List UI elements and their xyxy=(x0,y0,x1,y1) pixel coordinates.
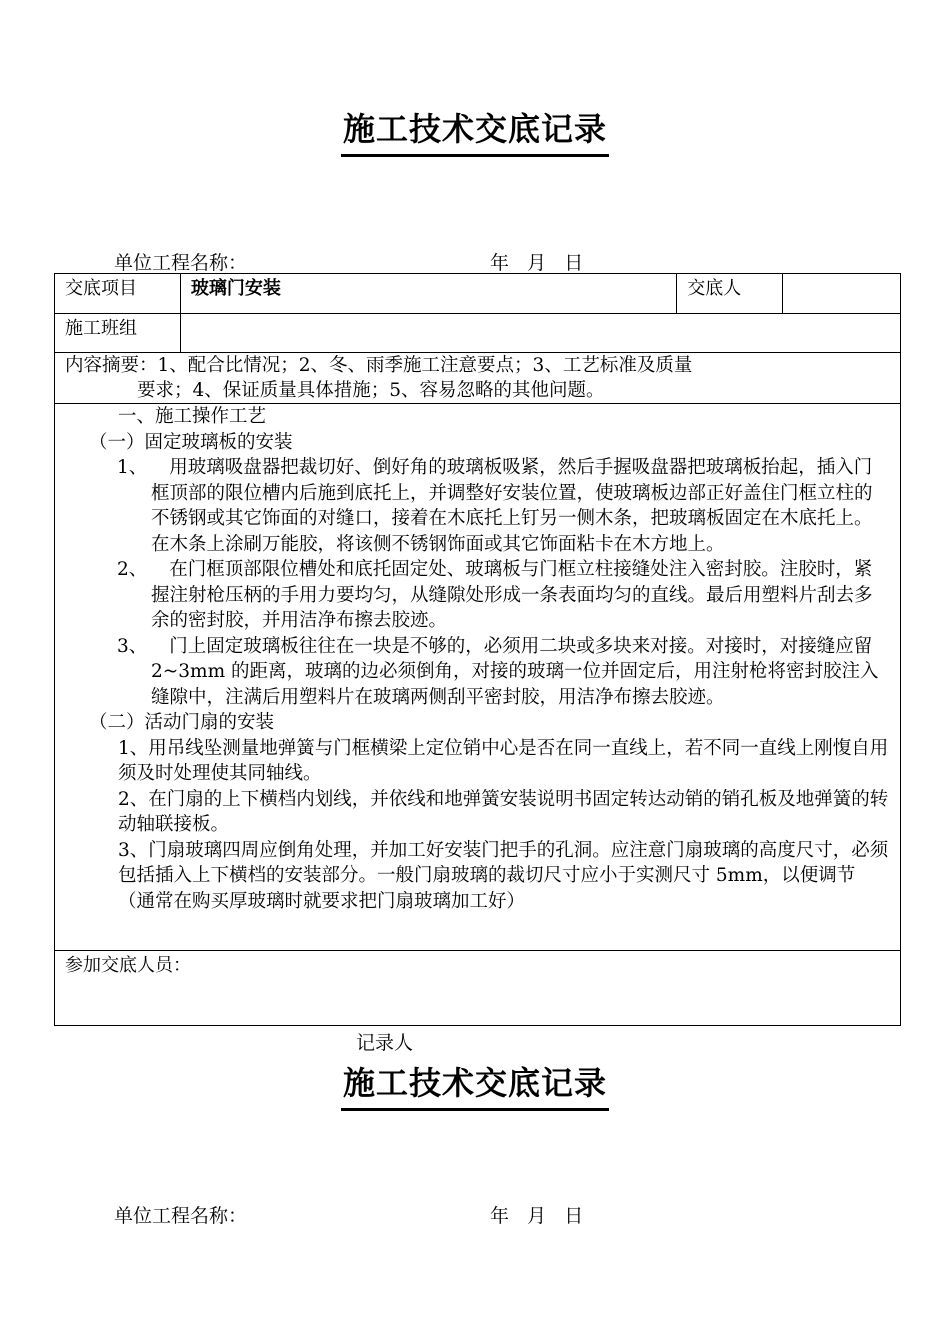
subsection-heading-1: （一）固定玻璃板的安装 xyxy=(89,431,293,453)
content-summary xyxy=(55,353,900,403)
summary-row xyxy=(55,353,901,404)
team-row xyxy=(55,314,901,353)
item-number: 1、 xyxy=(117,457,148,478)
list-item: 1、用吊线坠测量地弹簧与门框横梁上定位销中心是否在同一直线上，若不同一直线上刚愎自用须及时处理使其同轴线。 xyxy=(118,737,889,784)
disclosure-table xyxy=(54,273,901,1026)
participants-label: 参加交底人员： xyxy=(65,955,191,976)
item-number: 2、 xyxy=(117,559,148,580)
project-label: 交底项目 xyxy=(65,278,137,299)
project-row xyxy=(55,274,901,314)
section-heading: 一、施工操作工艺 xyxy=(118,406,267,427)
recorder-label: 记录人 xyxy=(356,1032,414,1054)
unit-name-label-page-2: 单位工程名称： xyxy=(114,1205,248,1227)
presenter-value xyxy=(783,274,900,278)
subsection-heading-2: （二）活动门扇的安装 xyxy=(89,712,275,733)
document-title-page-2: 施工技术交底记录 xyxy=(0,1058,950,1111)
project-value: 玻璃门安装 xyxy=(190,278,281,299)
list-item xyxy=(63,455,890,557)
date-label-page-2: 年 月 日 xyxy=(490,1205,584,1227)
item-number: 3、 xyxy=(117,635,148,657)
team-value xyxy=(181,314,900,318)
team-label: 施工班组 xyxy=(65,318,137,339)
list-item xyxy=(63,634,890,711)
date-label: 年 月 日 xyxy=(490,252,584,274)
list-item: 3、门扇玻璃四周应倒角处理，并加工好安装门把手的孔洞。应注意门扇玻璃的高度尺寸，必须包括插入上下横档的安装部分。一般门扇玻璃的裁切尺寸应小于实测尺寸 5mm，以便调节（通常在购买厚玻璃时就要求把门扇玻璃加工好） xyxy=(118,839,889,912)
construction-content xyxy=(55,404,900,914)
participants-row xyxy=(55,951,901,1026)
presenter-label: 交底人 xyxy=(687,278,742,299)
item-text: 在门框顶部限位槽处和底托固定处、玻璃板与门框立柱接缝处注入密封胶。注胶时，紧握注射枪压柄的手用力要均匀，从缝隙处形成一条表面均匀的直线。最后用塑料片刮去多余的密封胶，并用洁净布擦去胶迹。 xyxy=(151,559,873,631)
list-item xyxy=(63,557,890,634)
summary-line-1: 内容摘要：1、配合比情况；2、冬、雨季施工注意要点；3、工艺标准及质量 xyxy=(65,355,693,376)
item-text: 用玻璃吸盘器把裁切好、倒好角的玻璃板吸紧，然后手握吸盘器把玻璃板抬起，插入门框顶部的限位槽内后施到底托上，并调整好安装位置，使玻璃板边部正好盖住门框立柱的不锈钢或其它饰面的对缝口，接着在木底托上钉另一侧木条，把玻璃板固定在木底托上。在木条上涂刷万能胶，将该侧不锈钢饰面或其它饰面粘卡在木方地上。 xyxy=(151,457,873,555)
item-text: 门上固定玻璃板往往在一块是不够的，必须用二块或多块来对接。对接时，对接缝应留 2~3mm 的距离，玻璃的边必须倒角，对接的玻璃一位并固定后，用注射枪将密封胶注入缝隙中，注满后用塑料片在玻璃两侧刮平密封胶，用洁净布擦去胶迹。 xyxy=(151,635,879,708)
unit-name-label: 单位工程名称： xyxy=(114,252,248,274)
document-title: 施工技术交底记录 xyxy=(0,104,950,157)
list-item: 2、在门扇的上下横档内划线，并依线和地弹簧安装说明书固定转达动销的销孔板及地弹簧的转动轴联接板。 xyxy=(118,788,889,835)
content-row xyxy=(55,404,901,951)
summary-line-2: 要求；4、保证质量具体措施；5、容易忽略的其他问题。 xyxy=(137,380,605,401)
